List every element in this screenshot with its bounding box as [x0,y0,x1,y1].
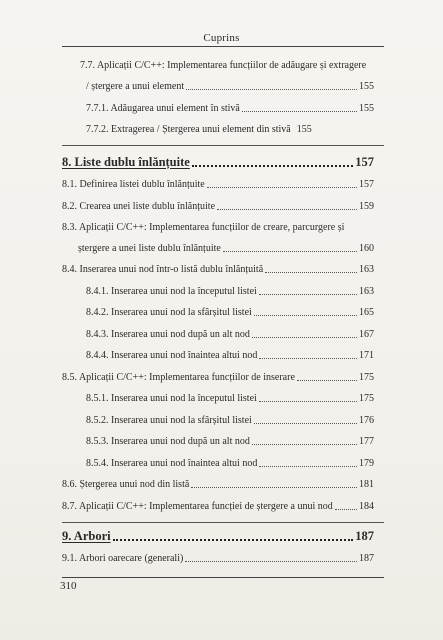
toc-entry-label: 7.7.1. Adăugarea unui element în stivă [86,103,240,114]
toc-entry-label: 8.4.2. Inserarea unui nod la sfârșitul listei [86,307,252,318]
leader-dots [297,379,357,381]
leader-dots [217,208,357,210]
toc-entry-8-3 [78,243,374,255]
toc-entry-8-5-1 [86,393,374,405]
chapter-separator [62,145,384,146]
toc-page-number: 155 [296,124,312,135]
toc-entry-label: 7.7.2. Extragerea / Ștergerea unui element din stivă [86,124,291,135]
toc-page-number: 175 [359,393,374,404]
toc-entry-label: 8.4.3. Inserarea unui nod după un alt nod [86,329,250,340]
toc-entry-label: 8.4.4. Inserarea unui nod înaintea altui nod [86,350,258,361]
toc-page-number: 184 [359,501,374,512]
footer-rule [62,577,384,578]
toc-entry-label: 8.4. Inserarea unui nod într-o listă dublu înlănțuită [62,264,264,275]
toc-entry-label: 8.2. Crearea unei liste dublu înlănțuite [62,201,216,212]
toc-entry-label: 8.6. Ștergerea unui nod din listă [62,479,190,490]
toc-entry-label: ștergere a unei liste dublu înlănțuite [78,243,221,254]
toc-entry-label: 8.5.2. Inserarea unui nod la sfârșitul listei [86,415,252,426]
leader-dots [185,560,357,562]
toc-page-number: 179 [359,458,374,469]
toc-page-number: 176 [359,415,374,426]
toc-page-number: 187 [355,529,374,543]
leader-dots [207,186,357,188]
toc-chapter-9 [62,529,374,544]
toc-page-number: 167 [359,329,374,340]
leader-dots [254,422,357,424]
toc-entry-8-4-4 [86,350,374,362]
leader-dots [259,465,357,467]
toc-entry-7-7-2 [86,124,312,136]
leader-dots [186,88,357,90]
toc-entry-9-1 [62,553,374,565]
leader-dots [223,250,357,252]
toc-chapter-8 [62,155,374,170]
leader-dots [252,336,357,338]
toc-entry-8-5-2 [86,415,374,427]
toc-entry-label: 8.1. Definirea listei dublu înlănțuite [62,179,205,190]
toc-entry-8-2 [62,201,374,213]
toc-entry-label: 8.5.3. Inserarea unui nod după un alt nod [86,436,250,447]
toc-entry-label: 8.5.4. Inserarea unui nod înaintea altui nod [86,458,258,469]
toc-entry-label: 8.5. Aplicații C/C++: Implementarea funcțiilor de inserare [62,372,295,383]
toc-entry-8-3-line1: 8.3. Aplicații C/C++: Implementarea funcțiilor de creare, parcurgere și [62,222,345,233]
toc-page-number: 163 [359,286,374,297]
chapter-separator [62,522,384,523]
toc-chapter-label: 9. Arbori [62,529,111,543]
toc-page-number: 157 [359,179,374,190]
leader-dots [191,486,357,488]
leader-dots [259,400,357,402]
leader-dots [254,314,357,316]
toc-chapter-label: 8. Liste dublu înlănțuite [62,155,190,169]
toc-page-number: 171 [359,350,374,361]
toc-entry-8-4-3 [86,329,374,341]
leader-dots [113,538,354,541]
toc-page-number: 187 [359,553,374,564]
toc-entry-7-7-line1: 7.7. Aplicații C/C++: Implementarea funcțiilor de adăugare și extragere [80,60,367,71]
toc-entry-8-5-4 [86,458,374,470]
toc-page-number: 163 [359,264,374,275]
toc-page-number: 155 [359,103,374,114]
toc-entry-8-7 [62,501,374,513]
toc-page-number: 177 [359,436,374,447]
toc-entry-8-5-3 [86,436,374,448]
toc-entry-label: / ștergere a unui element [86,81,185,92]
toc-entry-8-4-1 [86,286,374,298]
toc-page-number: 175 [359,372,374,383]
toc-entry-label: 8.5.1. Inserarea unui nod la începutul listei [86,393,257,404]
toc-entry-7-7-1 [86,103,374,115]
toc-page-number: 181 [359,479,374,490]
toc-entry-8-6 [62,479,374,491]
toc-entry-8-5 [62,372,374,384]
toc-entry-8-4 [62,264,374,276]
leader-dots [335,508,357,510]
toc-entry-label: 8.4.1. Inserarea unui nod la începutul listei [86,286,257,297]
leader-dots [242,110,357,112]
toc-page-number: 159 [359,201,374,212]
running-header-title: Cuprins [203,32,240,44]
toc-page-number: 155 [359,81,374,92]
toc-page-number: 157 [355,155,374,169]
leader-dots [192,164,353,167]
toc-page-number: 165 [359,307,374,318]
page-number: 310 [60,580,77,592]
leader-dots [259,357,357,359]
leader-dots [252,443,357,445]
leader-dots [265,271,357,273]
toc-entry-7-7 [86,81,374,93]
toc-entry-label: 8.7. Aplicații C/C++: Implementarea funcției de ștergere a unui nod [62,501,333,512]
toc-entry-8-4-2 [86,307,374,319]
leader-dots [259,293,357,295]
toc-page-number: 160 [359,243,374,254]
toc-entry-label: 9.1. Arbori oarecare (generali) [62,553,184,564]
toc-entry-8-1 [62,179,374,191]
